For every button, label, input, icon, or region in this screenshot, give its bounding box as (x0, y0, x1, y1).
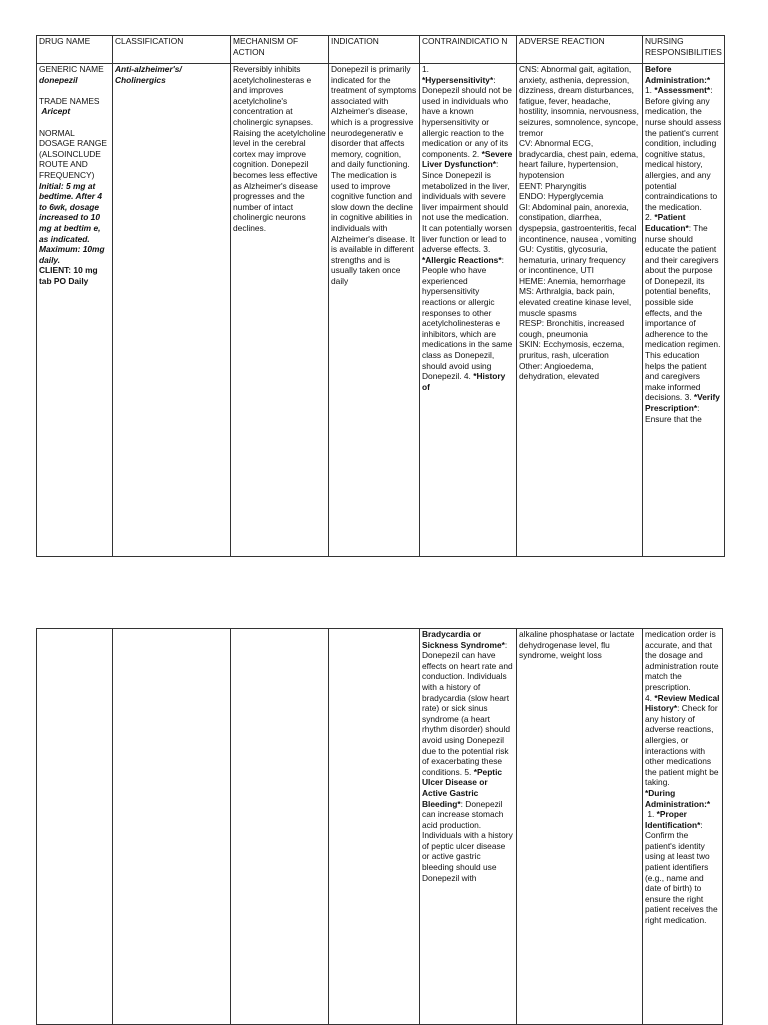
text-run: : Before giving any medication, the nurse should assess the patient's current condition, including cognitive status, medical history, allergies, and any potential contraindications to the medication. 2. (645, 85, 722, 223)
adverse-reaction-cell (517, 64, 643, 557)
header-row (37, 36, 725, 64)
text-run: : Confirm the patient's identity using at least two patient identifiers (e.g., name and date of birth) to ensure the right patient receives the right medication. (645, 819, 720, 926)
text-run: : Since Donepezil is metabolized in the liver, individuals with severe liver impairment should not use the medication. It can potentially worsen liver function or lead to adverse effects. 3. (422, 159, 515, 255)
text-run: *Peptic Ulcer Disease or Active Gastric Bleeding* (422, 766, 505, 809)
contraindication-continued-text (422, 629, 514, 883)
text-run: TRADE NAMES (39, 95, 100, 106)
text-run: CLIENT: 10 mg tab PO Daily (39, 265, 100, 286)
text-run: Reversibly inhibits acetylcholinesteras e and improves acetylcholine's concentration at cholinergic synapses. Raising the acetylcholine level in the cerebral cortex may improve cognition. Donepezil becomes less effective as Alzheimer's disease progresses and the number of intact cholinergic neurons declines. (233, 64, 328, 233)
header-contraindication: CONTRAINDICATIO N (420, 36, 517, 64)
text-run: alkaline phosphatase or lactate dehydrogenase level, flu syndrome, weight loss (519, 629, 637, 661)
text-run: *Hypersensitivity* (422, 74, 494, 85)
table-row (37, 64, 725, 557)
nursing-cell (643, 64, 725, 557)
text-run: : The nurse should educate the patient and their caregivers about the purpose of Donepezil, its potential benefits, possible side effects, and the importance of adherence to the medication regimen. This education helps the patient and caregivers make informed decisions. 3. (645, 222, 723, 403)
classification-cell (113, 629, 231, 1025)
contraindication-text (422, 64, 514, 392)
table-row (37, 629, 723, 1025)
adverse-reaction-text (519, 64, 640, 382)
text-run: *Patient Education* (645, 212, 689, 233)
classification-cell (113, 64, 231, 557)
indication-cell (329, 629, 420, 1025)
nursing-cell (643, 629, 723, 1025)
header-indication: INDICATION (329, 36, 420, 64)
text-run: 1. (647, 809, 655, 820)
text-run: *Review Medical History* (645, 692, 722, 714)
contraindication-cell (420, 64, 517, 557)
text-run: : People who have experienced hypersensitivity reactions or allergic responses to other acetylcholinesteras e inhibitors, which are medications in the same class as Donepezil, should avoid using Donepezil. 4. (422, 254, 515, 382)
nursing-text (645, 64, 722, 424)
nursing-continued-text (645, 629, 720, 926)
header-classification: CLASSIFICATION (113, 36, 231, 64)
header-mechanism: MECHANISM OF ACTION (231, 36, 329, 64)
text-run: Before Administration:* (645, 64, 711, 85)
drug-name-cell (37, 64, 113, 557)
text-run: : Donepezil should not be used in individuals who have a known hypersensitivity or allergic reaction to the medication or any of its components. 2. (422, 74, 515, 159)
drug-table-page-2 (36, 628, 723, 1025)
adverse-reaction-cell (517, 629, 643, 1025)
classification-text (115, 64, 228, 85)
header-drug-name: DRUG NAME (37, 36, 113, 64)
drug-table-page-1 (36, 35, 725, 557)
adverse-reaction-continued-text (519, 629, 640, 661)
drug-name-cell (37, 629, 113, 1025)
text-run: *History of (422, 371, 508, 392)
text-run: : Donepezil can increase stomach acid production. Individuals with a history of peptic ulcer disease or active gastric bleeding should use Donepezil with (422, 798, 516, 883)
drug-name-text (39, 64, 110, 286)
mechanism-cell (231, 629, 329, 1025)
text-run: Anti-alzheimer's/ Cholinergics (115, 64, 185, 85)
indication-text (331, 64, 417, 286)
text-run: *Proper Identification* (645, 809, 701, 830)
contraindication-cell (420, 629, 517, 1025)
text-run: 1. (645, 85, 652, 96)
text-run: CNS: Abnormal gait, agitation, anxiety, asthenia, depression, dizziness, dream disturbances, fatigue, fever, headache, hostility, insomnia, nervousness, seizures, somnolence, syncope, tremor CV: Abnormal ECG, bradycardia, chest pain, edema, heart failure, hypertension, hypotension EENT: Pharyngitis ENDO: Hyperglycemia GI: Abdominal pain, anorexia, constipation, diarrhea, dyspepsia, gastroenteritis, fecal incontinence, nausea , vomiting GU: Cystitis, glycosuria, hematuria, urinary frequency or incontinence, UTI HEME: Anemia, hemorrhage MS: Arthralgia, back pain, elevated creatine kinase level, muscle spasms RESP: Bronchitis, increased cough, pneumonia SKIN: Ecchymosis, eczema, pruritus, rash, ulceration Other: Angioedema, dehydration, elevated (519, 64, 639, 382)
text-run: donepezil (39, 74, 78, 85)
text-run: Bradycardia or Sickness Syndrome* (422, 629, 505, 650)
mechanism-text (233, 64, 326, 234)
text-run: : Check for any history of adverse reactions, allergies, or interactions with other medications the patient might be taking. (645, 703, 719, 788)
text-run: : Donepezil can have effects on heart rate and conduction. Individuals with a history of bradycardia (slow heart rate) or sick sinus syndrome (a heart rhythm disorder) should avoid using Donepezil due to the potential risk of exacerbating these conditions. 5. (422, 639, 515, 777)
header-nursing-responsibilities: NURSING RESPONSIBILITIES (643, 36, 725, 64)
text-run: *Verify Prescription* (645, 392, 723, 413)
indication-cell (329, 64, 420, 557)
text-run: *Severe Liver Dysfunction* (422, 148, 515, 170)
text-run: Aricept (41, 106, 71, 117)
text-run: medication order is accurate, and that the dosage and administration route match the prescription. 4. (645, 629, 719, 703)
text-run: *During Administration:* (645, 787, 711, 809)
text-run: : Ensure that the (645, 403, 702, 424)
mechanism-cell (231, 64, 329, 557)
text-run: *Allergic Reactions* (422, 254, 502, 265)
text-run: Donepezil is primarily indicated for the treatment of symptoms associated with Alzheimer's disease, which is a progressive neurodegenerativ e disorder that affects memory, cognition, and daily functioning. The medication is used to improve cognitive function and slow down the decline in cognitive abilities in individuals with Alzheimer's disease. It is available in different strengths and is usually taken once daily (331, 64, 419, 286)
text-run: NORMAL DOSAGE RANGE (ALSOINCLUDE ROUTE AND FREQUENCY) (39, 127, 107, 180)
text-run: 1. (422, 64, 429, 74)
text-run: GENERIC NAME (39, 64, 104, 74)
header-adverse-reaction: ADVERSE REACTION (517, 36, 643, 64)
text-run: *Assessment* (654, 85, 711, 96)
text-run: Initial: 5 mg at bedtime. After 4 to 6wk, dosage increased to 10 mg at bedtim e, as indicated. Maximum: 10mg daily. (39, 180, 105, 265)
